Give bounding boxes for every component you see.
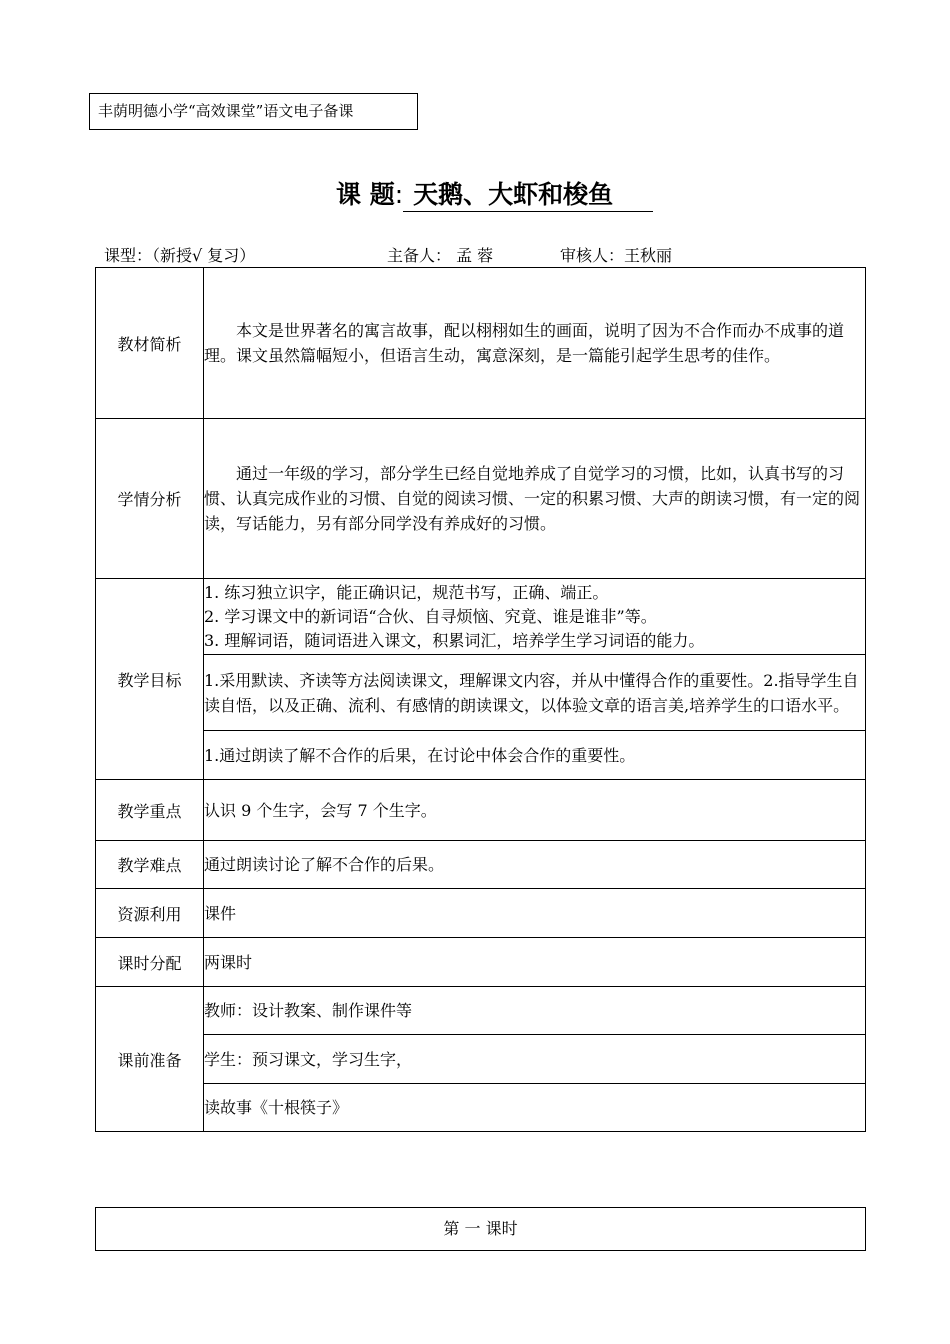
student-analysis-row	[96, 419, 866, 579]
student-analysis-label: 学情分析	[96, 419, 204, 579]
lesson-title: 天鹅、大虾和梭鱼	[403, 178, 653, 212]
teaching-goals-label: 教学目标	[96, 579, 204, 780]
title-prefix: 课 题	[336, 180, 395, 209]
teaching-goals-knowledge-cell	[204, 579, 866, 655]
student-analysis-cell	[204, 419, 866, 579]
teaching-goals-row-process	[96, 655, 866, 731]
school-label: 丰荫明德小学“高效课堂”语文电子备课	[98, 102, 354, 120]
preparation-teacher-text: 教师：设计教案、制作课件等	[204, 987, 866, 1035]
preparation-student-text: 学生：预习课文，学习生字，	[204, 1035, 866, 1084]
preparation-reading-text: 读故事《十根筷子》	[204, 1084, 866, 1132]
teaching-goals-row-knowledge	[96, 579, 866, 655]
material-analysis-cell	[204, 268, 866, 419]
school-header-box	[89, 93, 418, 130]
resources-row	[96, 889, 866, 938]
preparation-row-teacher	[96, 987, 866, 1035]
preparation-row-student	[96, 1035, 866, 1084]
preparation-label: 课前准备	[96, 987, 204, 1132]
time-allocation-text: 两课时	[204, 938, 866, 987]
time-allocation-label: 课时分配	[96, 938, 204, 987]
goal-knowledge-item: 2. 学习课文中的新词语“合伙、自寻烦恼、究竟、谁是谁非”等。	[204, 606, 657, 626]
teaching-goals-row-emotion	[96, 731, 866, 780]
goal-knowledge-item: 1. 练习独立识字，能正确识记，规范书写，正确、端正。	[204, 582, 609, 602]
key-points-text: 认识 9 个生字，会写 7 个生字。	[204, 780, 866, 841]
preparer: 主备人： 孟 蓉	[387, 246, 494, 265]
lesson-type: 课型：（新授√ 复习）	[104, 246, 256, 265]
teaching-goals-emotion-cell	[204, 731, 866, 780]
material-analysis-label: 教材简析	[96, 268, 204, 419]
reviewer: 审核人：王秋丽	[560, 246, 673, 265]
goal-knowledge-item: 3. 理解词语，随词语进入课文，积累词汇，培养学生学习词语的能力。	[204, 630, 705, 650]
preparation-row-reading	[96, 1084, 866, 1132]
lesson-meta-row	[104, 243, 672, 266]
goal-process-text: 1.采用默读、齐读等方法阅读课文，理解课文内容，并从中懂得合作的重要性。2.指导学生自读自悟，以及正确、流利、有感情的朗读课文，以体验文章的语言美,培养学生的口语水平。	[204, 670, 859, 715]
difficulties-text: 通过朗读讨论了解不合作的后果。	[204, 841, 866, 889]
key-points-label: 教学重点	[96, 780, 204, 841]
first-period-box	[95, 1207, 866, 1251]
difficulties-label: 教学难点	[96, 841, 204, 889]
goal-emotion-text: 1.通过朗读了解不合作的后果，在讨论中体会合作的重要性。	[204, 745, 636, 765]
resources-label: 资源利用	[96, 889, 204, 938]
material-analysis-text: 本文是世界著名的寓言故事，配以栩栩如生的画面，说明了因为不合作而办不成事的道理。课文虽然篇幅短小，但语言生动，寓意深刻，是一篇能引起学生思考的佳作。	[204, 321, 845, 365]
key-points-row	[96, 780, 866, 841]
student-analysis-text: 通过一年级的学习，部分学生已经自觉地养成了自觉学习的习惯，比如，认真书写的习惯、认真完成作业的习惯、自觉的阅读习惯、一定的积累习惯、大声的朗读习惯，有一定的阅读，写话能力，另有部分同学没有养成好的习惯。	[204, 464, 861, 533]
time-allocation-row	[96, 938, 866, 987]
material-analysis-row	[96, 268, 866, 419]
lesson-plan-table	[95, 267, 866, 1132]
teaching-goals-process-cell	[204, 655, 866, 731]
difficulties-row	[96, 841, 866, 889]
title-colon: :	[394, 180, 404, 209]
resources-text: 课件	[204, 889, 866, 938]
first-period-label: 第 一 课时	[443, 1219, 518, 1238]
lesson-title-row	[336, 175, 653, 215]
